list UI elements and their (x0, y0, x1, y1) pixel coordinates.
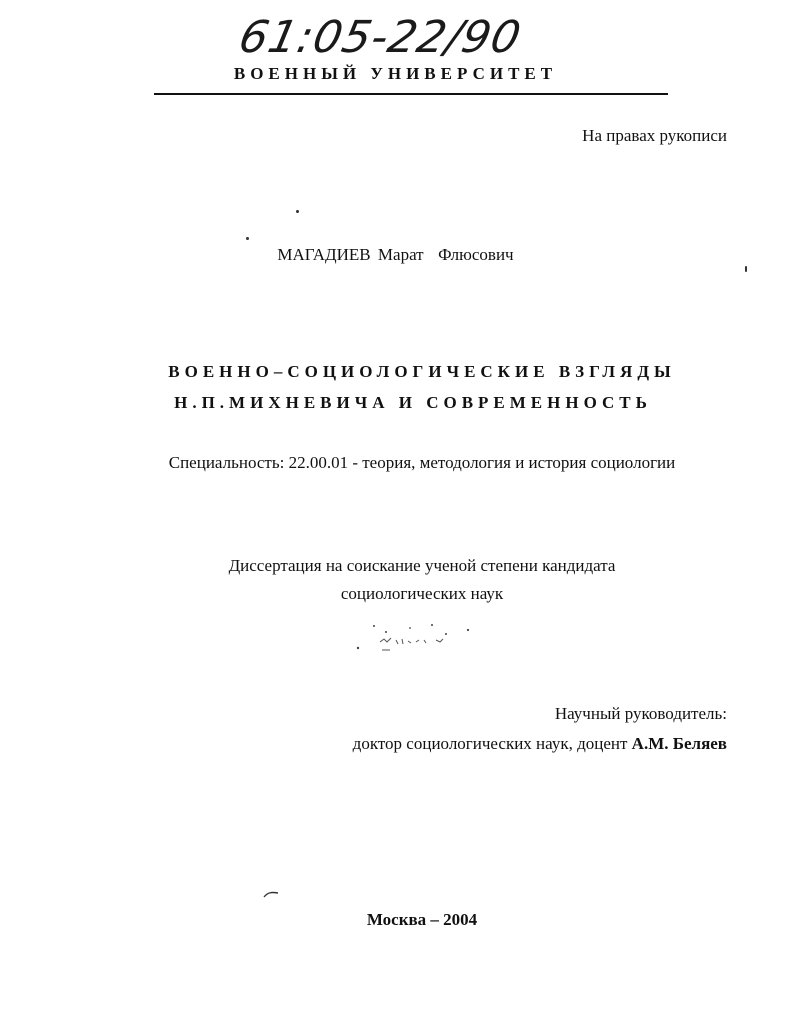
thesis-line-1: Диссертация на соискание ученой степени кандидата (228, 556, 616, 575)
manuscript-rights-note: На правах рукописи (582, 126, 727, 145)
supervisor-label: Научный руководитель: (554, 704, 727, 723)
scan-mark (262, 888, 282, 900)
thesis-line-2: социологических наук (340, 584, 504, 603)
handwritten-catalog-code: 61:05-22/90 (234, 12, 526, 63)
supervisor-line (353, 734, 727, 754)
city-year: Москва – 2004 (366, 910, 478, 929)
author-name (0, 245, 791, 265)
specialty-line: Специальность: 22.00.01 - теория, методология и история социологии (168, 453, 676, 472)
title-line-2: Н.П.МИХНЕВИЧА И СОВРЕМЕННОСТЬ (174, 393, 652, 412)
author-surname: МАГАДИЕВ (277, 245, 371, 264)
scan-speck (296, 210, 299, 213)
header-rule (154, 93, 668, 95)
author-given-names: Марат Флюсович (377, 245, 514, 264)
title-line-1: ВОЕННО–СОЦИОЛОГИЧЕСКИЕ ВЗГЛЯДЫ (168, 362, 676, 381)
supervisor-credentials: доктор социологических наук, доцент (352, 734, 628, 753)
scan-speck (745, 266, 747, 272)
faded-stamp-marks (350, 618, 480, 658)
institution-name: ВОЕННЫЙ УНИВЕРСИТЕТ (233, 64, 558, 83)
supervisor-name: А.М. Беляев (631, 734, 727, 753)
scan-speck (246, 237, 249, 240)
